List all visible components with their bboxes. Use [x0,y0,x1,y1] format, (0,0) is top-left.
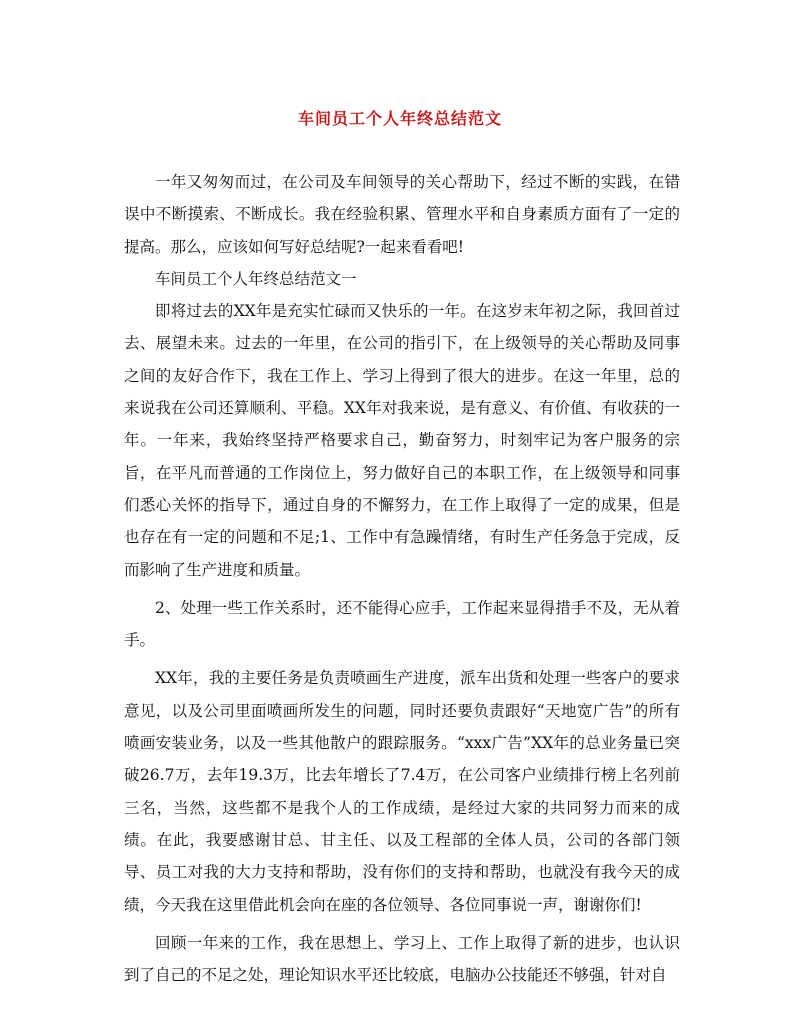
document-body [124,166,680,991]
body-paragraph: XX年，我的主要任务是负责喷画生产进度，派车出货和处理一些客户的要求意见，以及公司里面喷画所发生的问题，同时还要负责跟好“天地宽广告”的所有喷画安装业务，以及一些其他散户的跟踪服务。“xxx广告”XX年的总业务量已突破26.7万，去年19.3万，比去年增长了7.4万，在公司客户业绩排行榜上名列前三名，当然，这些都不是我个人的工作成绩，是经过大家的共同努力而来的成绩。在此，我要感谢甘总、甘主任、以及工程部的全体人员，公司的各部门领导、员工对我的大力支持和帮助，没有你们的支持和帮助，也就没有我今天的成绩，今天我在这里借此机会向在座的各位领导、各位同事说一声，谢谢你们! [124,669,680,914]
body-paragraph: 回顾一年来的工作，我在思想上、学习上、工作上取得了新的进步，也认识到了自己的不足之处，理论知识水平还比较底，电脑办公技能还不够强，针对自 [124,933,680,985]
body-paragraph: 2、处理一些工作关系时，还不能得心应手，工作起来显得措手不及，无从着手。 [124,598,680,650]
section-heading: 车间员工个人年终总结范文一 [155,269,357,288]
body-paragraph: 即将过去的XX年是充实忙碌而又快乐的一年。在这岁末年初之际，我回首过去、展望未来。过去的一年里，在公司的指引下，在上级领导的关心帮助及同事之间的友好合作下，我在工作上、学习上得到了很大的进步。在这一年里，总的来说我在公司还算顺利、平稳。XX年对我来说，是有意义、有价值、有收获的一年。一年来，我始终坚持严格要求自己，勤奋努力，时刻牢记为客户服务的宗旨，在平凡而普通的工作岗位上，努力做好自己的本职工作，在上级领导和同事们悉心关怀的指导下，通过自身的不懈努力，在工作上取得了一定的成果，但是也存在有一定的问题和不足;1、工作中有急躁情绪，有时生产任务急于完成，反而影响了生产进度和质量。 [124,302,680,579]
document-title: 车间员工个人年终总结范文 [297,109,502,128]
intro-paragraph: 一年又匆匆而过，在公司及车间领导的关心帮助下，经过不断的实践，在错误中不断摸索、不断成长。我在经验积累、管理水平和自身素质方面有了一定的提高。那么，应该如何写好总结呢?一起来看看吧! [124,173,680,256]
